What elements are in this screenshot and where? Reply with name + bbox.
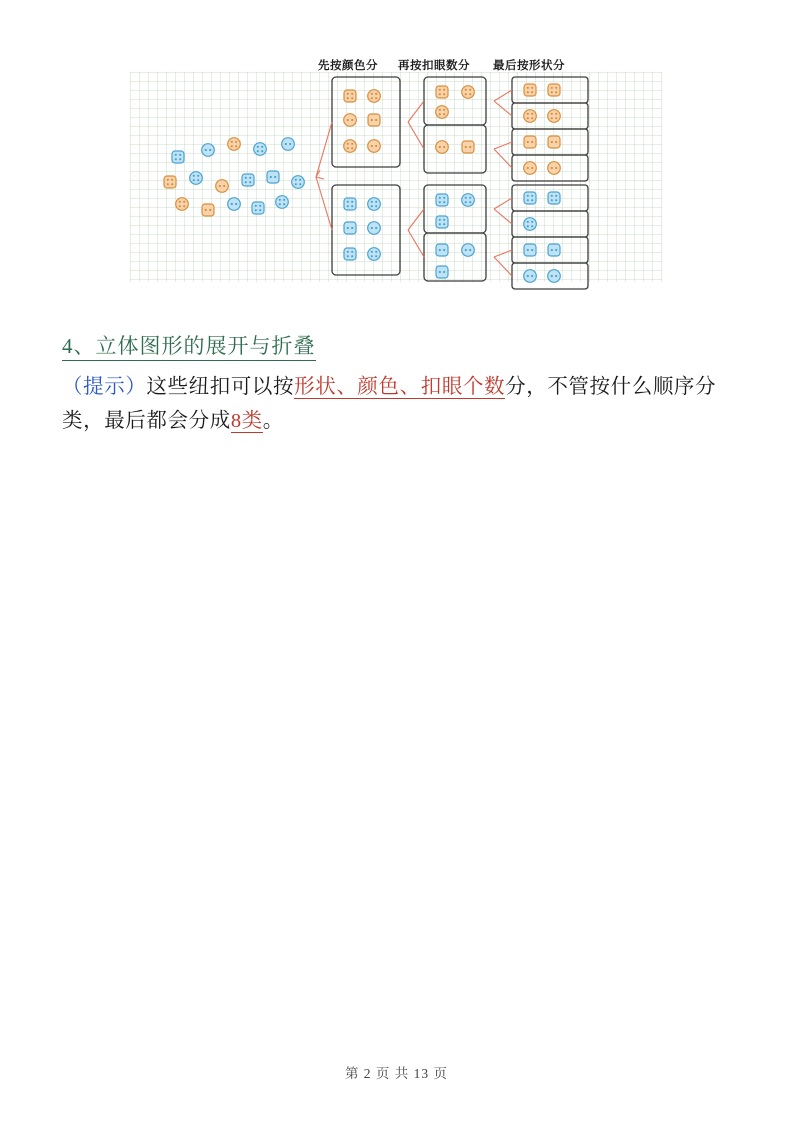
tip-text-part2: 分，不管按什么顺序分类，最后都会分成 [62,376,717,432]
tip-highlight-attributes: 形状、颜色、扣眼个数 [294,376,506,398]
tip-highlight-count: 8类 [230,410,263,432]
tip-bracket-close: ） [125,376,147,398]
tip-bracket-open: （ [62,376,84,398]
tip-text-part1: 这些纽扣可以按 [146,376,295,398]
heading-number: 4、 [62,334,96,358]
column-color-groups [332,77,400,275]
heading-title: 立体图形的展开与折叠 [95,334,316,358]
tip-paragraph [62,370,742,438]
column-hole-groups [424,77,486,281]
scattered-buttons [164,138,304,216]
figure-graphic [130,52,660,292]
figure-label-holes: 再按扣眼数分 [398,60,470,72]
section-heading [62,330,316,360]
button-sorting-figure [130,52,660,292]
column-shape-groups [512,77,588,289]
figure-label-color: 先按颜色分 [318,60,378,72]
tip-label: 提示 [83,376,126,398]
tip-text-part3: 。 [262,410,284,432]
page-footer: 第 2 页 共 13 页 [344,1066,449,1081]
figure-label-shape: 最后按形状分 [493,60,565,72]
